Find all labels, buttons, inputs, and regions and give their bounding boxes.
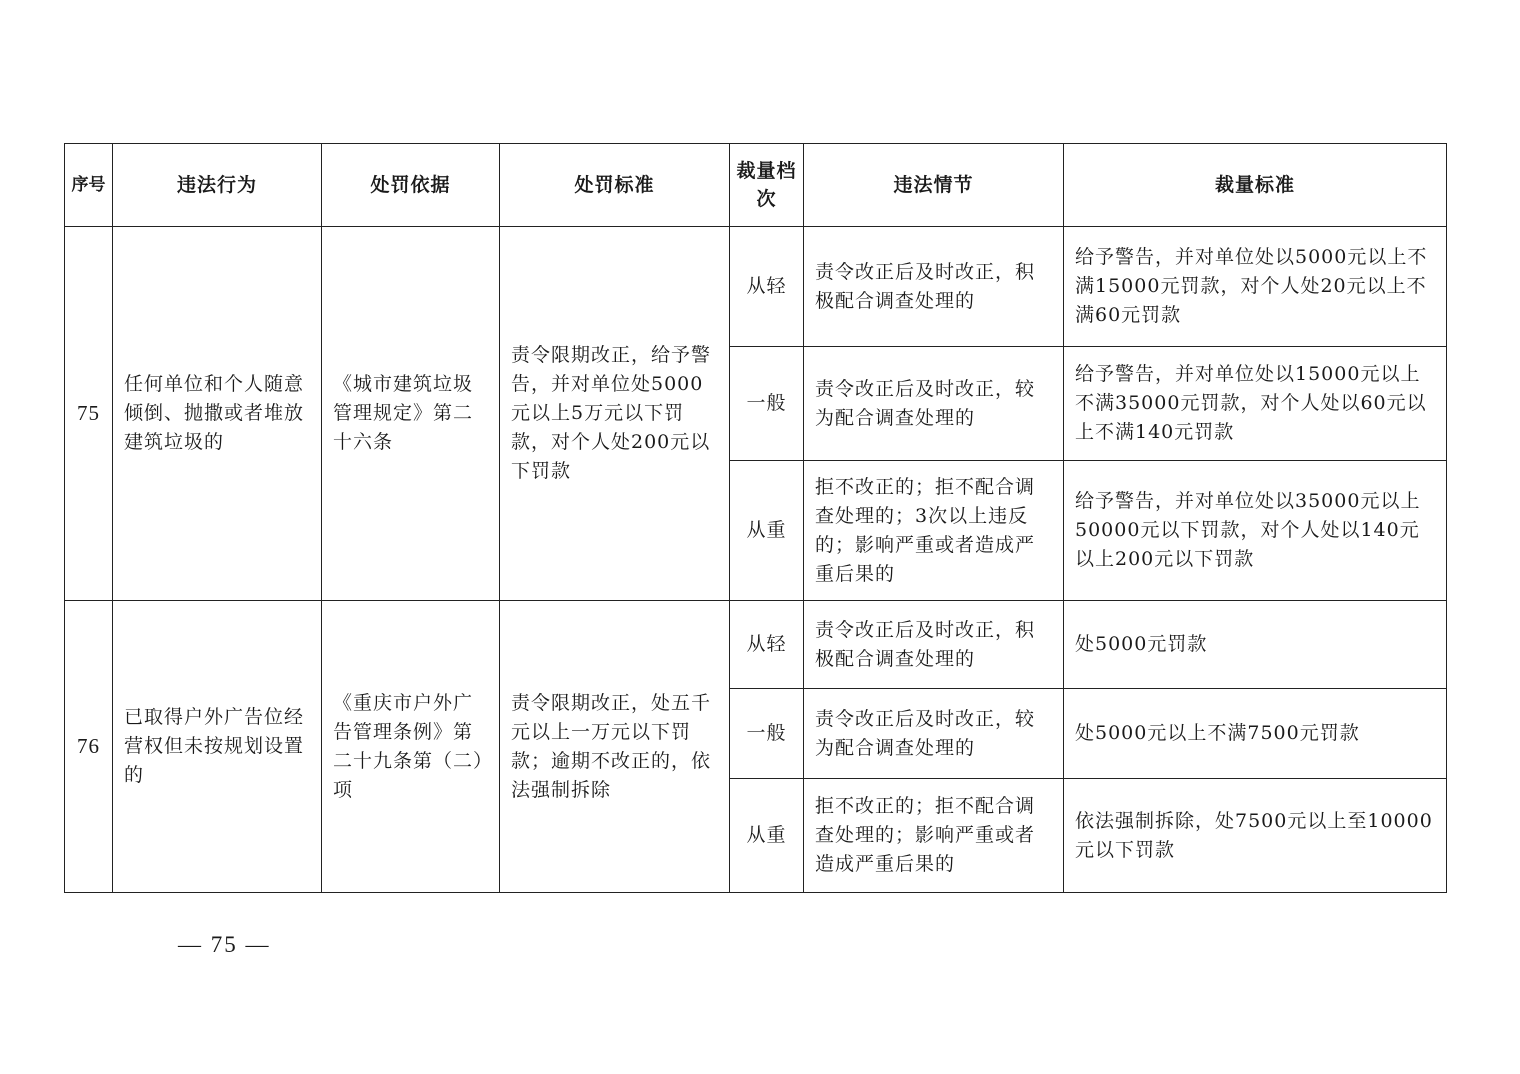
page-number: — 75 —	[178, 932, 271, 957]
header-circumstance: 违法情节	[804, 144, 1064, 227]
row-standard: 责令限期改正，处五千元以上一万元以下罚款；逾期不改正的，依法强制拆除	[500, 601, 730, 893]
row-circumstance: 责令改正后及时改正，积极配合调查处理的	[804, 601, 1064, 689]
row-level: 从轻	[730, 601, 804, 689]
row-level: 从重	[730, 779, 804, 893]
header-index: 序号	[65, 144, 113, 227]
row-index: 75	[65, 227, 113, 601]
header-basis: 处罚依据	[322, 144, 500, 227]
row-level: 从重	[730, 461, 804, 601]
row-discretion: 依法强制拆除，处7500元以上至10000元以下罚款	[1064, 779, 1447, 893]
table-row	[65, 601, 1447, 689]
table-row	[65, 227, 1447, 347]
row-index: 76	[65, 601, 113, 893]
header-standard: 处罚标准	[500, 144, 730, 227]
row-standard: 责令限期改正，给予警告，并对单位处5000元以上5万元以下罚款，对个人处200元以下罚款	[500, 227, 730, 601]
row-basis: 《城市建筑垃圾管理规定》第二十六条	[322, 227, 500, 601]
row-discretion: 给予警告，并对单位处以35000元以上50000元以下罚款，对个人处以140元以上200元以下罚款	[1064, 461, 1447, 601]
row-discretion: 处5000元罚款	[1064, 601, 1447, 689]
row-circumstance: 拒不改正的；拒不配合调查处理的；3次以上违反的；影响严重或者造成严重后果的	[804, 461, 1064, 601]
header-row	[65, 144, 1447, 227]
row-discretion: 给予警告，并对单位处以15000元以上不满35000元罚款，对个人处以60元以上不满140元罚款	[1064, 347, 1447, 461]
row-discretion: 处5000元以上不满7500元罚款	[1064, 689, 1447, 779]
row-circumstance: 责令改正后及时改正，积极配合调查处理的	[804, 227, 1064, 347]
row-level: 一般	[730, 347, 804, 461]
row-circumstance: 拒不改正的；拒不配合调查处理的；影响严重或者造成严重后果的	[804, 779, 1064, 893]
header-discretion: 裁量标准	[1064, 144, 1447, 227]
row-circumstance: 责令改正后及时改正，较为配合调查处理的	[804, 689, 1064, 779]
row-level: 从轻	[730, 227, 804, 347]
row-violation: 已取得户外广告位经营权但未按规划设置的	[113, 601, 322, 893]
penalty-discretion-table	[64, 143, 1447, 893]
row-basis: 《重庆市户外广告管理条例》第二十九条第（二）项	[322, 601, 500, 893]
row-violation: 任何单位和个人随意倾倒、抛撒或者堆放建筑垃圾的	[113, 227, 322, 601]
header-level: 裁量档次	[730, 144, 804, 227]
row-discretion: 给予警告，并对单位处以5000元以上不满15000元罚款，对个人处20元以上不满60元罚款	[1064, 227, 1447, 347]
row-circumstance: 责令改正后及时改正，较为配合调查处理的	[804, 347, 1064, 461]
header-violation: 违法行为	[113, 144, 322, 227]
row-level: 一般	[730, 689, 804, 779]
